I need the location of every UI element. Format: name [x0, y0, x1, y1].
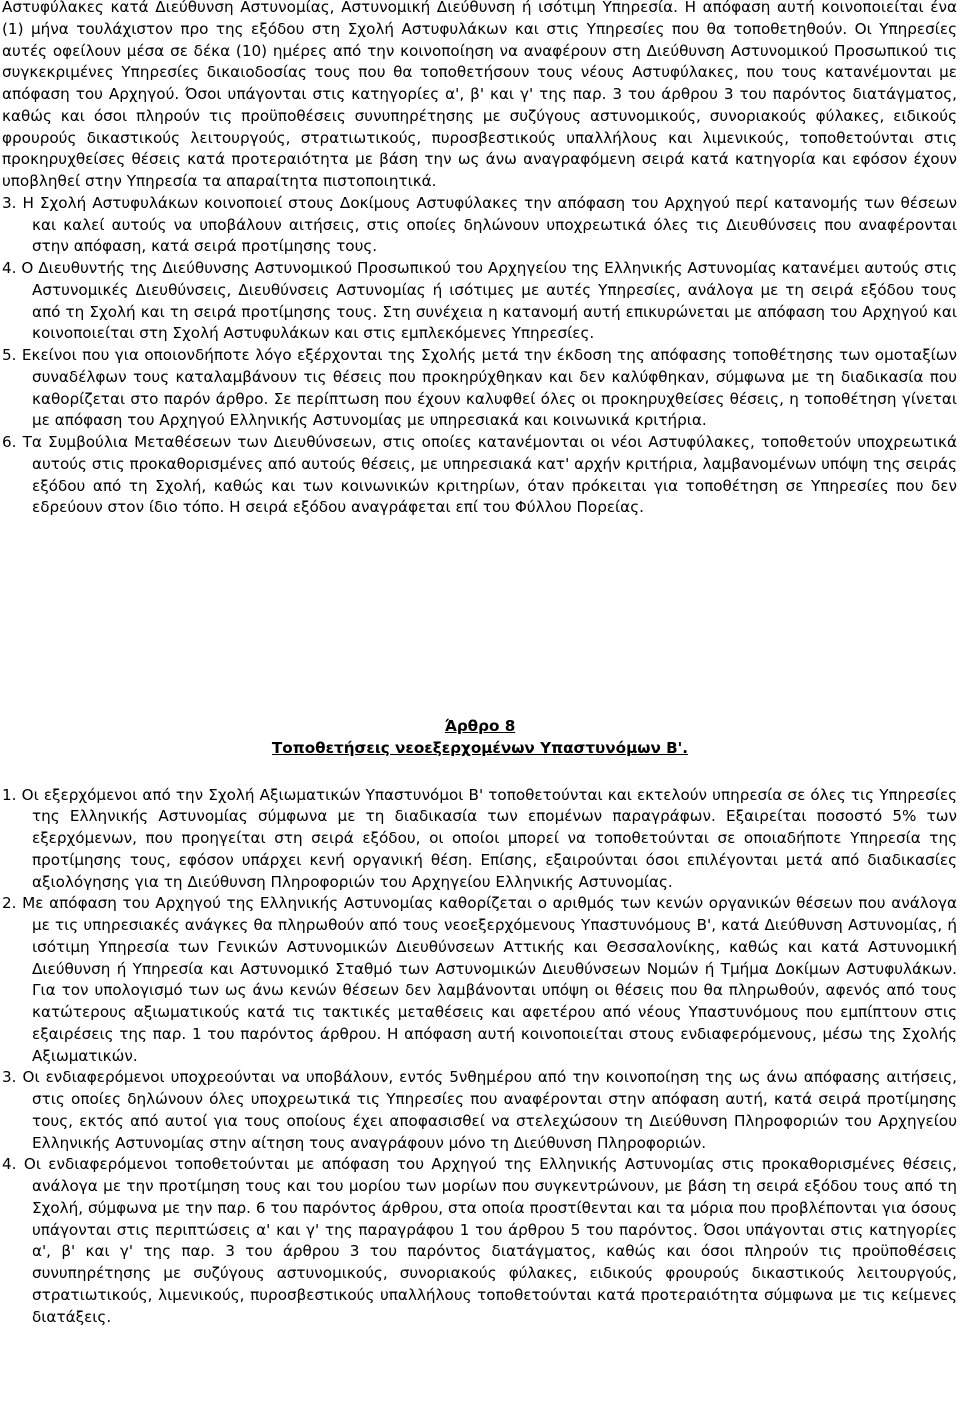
list-item — [0, 785, 960, 894]
item-text: Εκείνοι που για οποιονδήποτε λόγο εξέρχονται της Σχολής μετά την έκδοση της απόφασης τοποθέτησης των ομοταξίων συναδέλφων τους καταλαμβάνουν τις θέσεις που προκηρύχθηκαν και δεν καλύφθηκαν, σύμφωνα με τη διαδικασία που καθορίζεται στο παρόν άρθρο. Σε περίπτωση που έχουν καλυφθεί όλες οι προκηρυχθείσες θέσεις, η τοποθέτηση γίνεται με απόφαση του Αρχηγού Ελληνικής Αστυνομίας με υπηρεσιακά και κοινωνικά κριτήρια. — [21, 346, 957, 430]
list-item — [0, 432, 960, 519]
item-text: Ο Διευθυντής της Διεύθυνσης Αστυνομικού Προσωπικού του Αρχηγείου της Ελληνικής Αστυνομίας κατανέμει αυτούς στις Αστυνομικές Διευθύνσεις, Διευθύνσεις Αστυνομίας ή ισότιμες με αυτές Υπηρεσίες, ανάλογα με τη σειρά εξόδου τους από τη Σχολή και τη σειρά προτίμησης τους. Στη συνέχεια η κατανομή αυτή επικυρώνεται με απόφαση του Αρχηγού και κοινοποιείται στη Σχολή Αστυφυλάκων και στις εμπλεκόμενες Υπηρεσίες. — [21, 259, 958, 343]
item-number: 2. — [2, 894, 17, 913]
item-number: 3. — [2, 193, 17, 212]
item-text: Οι εξερχόμενοι από την Σχολή Αξιωματικών Υπαστυνόμοι Β' τοποθετούνται και εκτελούν υπηρεσία σε όλες τις Υπηρεσίες της Ελληνικής Αστυνομίας σύμφωνα με τη διαδικασία των επομένων παραγράφων. Εξαιρείται ποσοστό 5% των εξερχόμενων, που προηγείται στη σειρά εξόδου, οι οποίοι μπορεί να τοποθετούνται σε οποιαδήποτε Υπηρεσία της προτίμησης τους, εφόσον υπάρχει κενή οργανική θέση. Επίσης, εξαιρούνται όσοι επιλέγονται μετά από διαδικασίες αξιολόγησης για τη Διεύθυνση Πληροφοριών του Αρχηγείου Ελληνικής Αστυνομίας. — [21, 785, 957, 891]
item-text: Οι ενδιαφερόμενοι υποχρεούνται να υποβάλουν, εντός 5νθημέρου από την κοινοποίηση της ως άνω απόφασης αιτήσεις, στις οποίες δηλώνουν όλες υποχρεωτικά τις Υπηρεσίες που αναφέρονται στην απόφαση αυτή, κατά σειρά προτίμησης τους, εκτός από αυτοί για τους οποίους έχει αποφασισθεί να στελεχώσουν τη Διεύθυνση Πληροφοριών του Αρχηγείου Ελληνικής Αστυνομίας στην αίτηση τους αναγράφουν μόνο τη Διεύθυνση Πληροφοριών. — [22, 1068, 957, 1152]
article-title: Τοποθετήσεις νεοεξερχομένων Υπαστυνόμων Β'. — [271, 738, 689, 757]
item-number: 4. — [2, 259, 17, 277]
item-text: Η Σχολή Αστυφυλάκων κοινοποιεί στους Δοκίμους Αστυφύλακες την απόφαση του Αρχηγού περί κατανομής των θέσεων και καλεί αυτούς να υποβάλουν αιτήσεις, στις οποίες δηλώνουν υποχρεωτικά όλες τις Διευθύνσεις που αναφέρονται στην απόφαση, κατά σειρά προτίμησης τους. — [22, 193, 957, 256]
item-text: Με απόφαση του Αρχηγού της Ελληνικής Αστυνομίας καθορίζεται ο αριθμός των κενών οργανικών θέσεων που ανάλογα με τις υπηρεσιακές ανάγκες θα πληρωθούν από τους νεοεξερχόμενους Υπαστυνόμους Β', κατά Διεύθυνση Αστυνομίας, ή ισότιμη Υπηρεσία των Γενικών Αστυνομικών Διευθύνσεων Αττικής και Θεσσαλονίκης, καθώς και κατά Αστυνομική Διεύθυνση ή Υπηρεσία και Αστυνομικό Σταθμό των Αστυνομικών Διευθύνσεων Νομών ή Τμήμα Δοκίμων Αστυφυλάκων. Για τον υπολογισμό των ως άνω κενών θέσεων δεν λαμβάνονται υπόψη οι θέσεις που θα πληρωθούν, αφενός από τους κατώτερους αξιωματικούς κατά τις τακτικές μεταθέσεις και αφετέρου από νέους Υπαστυνόμους που εμπίπτουν στις εξαιρέσεις της παρ. 1 του παρόντος άρθρου. Η απόφαση αυτή κοινοποιείται στους ενδιαφερόμενους, μέσω της Σχολής Αξιωματικών. — [22, 894, 958, 1065]
list-item — [0, 258, 960, 345]
article-heading — [0, 716, 960, 760]
item-number: 1. — [2, 785, 17, 804]
list-item — [0, 1067, 960, 1154]
item-number: 6. — [2, 433, 17, 451]
list-item — [0, 893, 960, 1067]
list-item — [0, 345, 960, 432]
list-item — [0, 1154, 960, 1328]
item-number: 5. — [2, 346, 17, 364]
numbered-list-a — [0, 193, 960, 519]
article-number: Άρθρο 8 — [444, 717, 516, 735]
numbered-list-b — [0, 785, 960, 1329]
item-number: 3. — [2, 1068, 17, 1087]
continuation-paragraph: Αστυφύλακες κατά Διεύθυνση Αστυνομίας, Αστυνομική Διεύθυνση ή ισότιμη Υπηρεσία. Η απόφαση αυτή κοινοποιείται ένα (1) μήνα τουλάχιστον προ της εξόδου στη Σχολή Αστυφυλάκων και στις Υπηρεσίες που θα τοποθετηθούν. Οι Υπηρεσίες αυτές οφείλουν μέσα σε δέκα (10) ημέρες από την κοινοποίηση να αναφέρουν στη Διεύθυνση Αστυνομικού Προσωπικού τις συγκεκριμένες Υπηρεσίες δικαιοδοσίας τους που θα τοποθετήσουν τους νέους Αστυφύλακες, που τους κατανέμονται με απόφαση του Αρχηγού. Όσοι υπάγονται στις κατηγορίες α', β' και γ' της παρ. 3 του άρθρου 3 του παρόντος διατάγματος, καθώς και όσοι πληρούν τις προϋποθέσεις συνυπηρέτησης με συζύγους αστυνομικούς, συνοριακούς φύλακες, ειδικούς φρουρούς δικαστικούς λειτουργούς, στρατιωτικούς, πυροσβεστικούς υπαλλήλους και λιμενικούς, τοποθετούνται στις προκηρυχθείσες θέσεις κατά προτεραιότητα με βάση την ως άνω αναγραφόμενη σειρά κατά κατηγορία και εφόσον έχουν υποβληθεί στην Υπηρεσία τα απαραίτητα πιστοποιητικά. — [2, 0, 957, 190]
item-text: Οι ενδιαφερόμενοι τοποθετούνται με απόφαση του Αρχηγού της Ελληνικής Αστυνομίας στις προκαθορισμένες θέσεις, ανάλογα με την προτίμηση τους και του μορίου των μορίων που συγκεντρώνουν, με βάση τη σειρά εξόδου τους από τη Σχολή, σύμφωνα με την παρ. 6 του παρόντος άρθρου, στα οποία προστίθενται και τα μόρια που προβλέπονται για όσους υπάγονται στις περιπτώσεις α' και γ' της παραγράφου 1 του άρθρου 5 του παρόντος. Όσοι υπάγονται στις κατηγορίες α', β' και γ' της παρ. 3 του άρθρου 3 του παρόντος διατάγματος, καθώς και όσοι πληρούν τις προϋποθέσεις συνυπηρέτησης με συζύγους αστυνομικούς, συνοριακούς φύλακες, ειδικούς φρουρούς δικαστικούς λειτουργούς, στρατιωτικούς, λιμενικούς, πυροσβεστικούς υπαλλήλους τοποθετούνται κατά προτεραιότητα σύμφωνα με τις κείμενες διατάξεις. — [23, 1155, 957, 1326]
item-number: 4. — [2, 1155, 17, 1174]
item-text: Τα Συμβούλια Μεταθέσεων των Διευθύνσεων, στις οποίες κατανέμονται οι νέοι Αστυφύλακες, τοποθετούν υποχρεωτικά αυτούς στις προκαθορισμένες από αυτούς θέσεις, με υπηρεσιακά κατ' αρχήν κριτήρια, λαμβανομένων υπόψη της σειράς εξόδου από τη Σχολή, καθώς και των κοινωνικών κριτηρίων, όταν πρόκειται για τοποθέτηση σε Υπηρεσίες που δεν εδρεύουν στον ίδιο τόπο. Η σειρά εξόδου αναγράφεται επί του Φύλλου Πορείας. — [22, 433, 958, 517]
list-item — [0, 193, 960, 258]
